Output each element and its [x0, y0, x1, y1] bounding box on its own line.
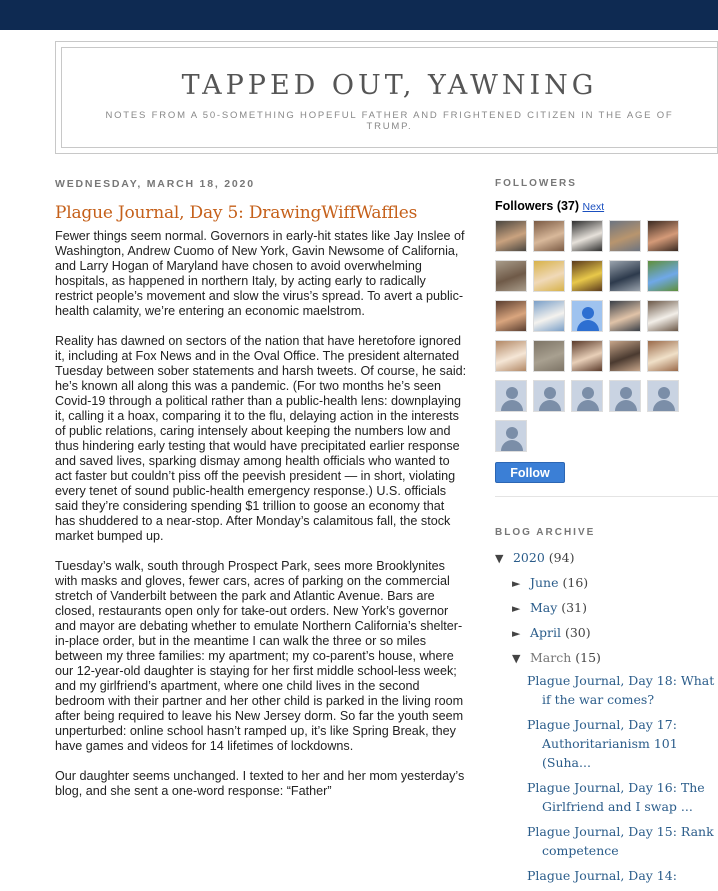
archive-month-link[interactable]: June	[529, 575, 559, 590]
follower-avatar[interactable]	[571, 220, 603, 252]
archive-post-link[interactable]: Plague Journal, Day 15: Rank competence	[527, 824, 714, 858]
blog-description: NOTES FROM A 50-SOMETHING HOPEFUL FATHER AND FRIGHTENED CITIZEN IN THE AGE OF TRUMP.	[105, 110, 674, 132]
default-avatar-head	[506, 427, 518, 439]
triangle-down-icon[interactable]: ▼	[512, 652, 521, 665]
default-avatar-head	[620, 387, 632, 399]
post-paragraph: Reality has dawned on sectors of the nation that have heretofore ignored it, including at Fox News and in the Oval Office. The president alternated Tuesday between sober statements and harsh tweets. Of course, he said: he’s known all along this was a pandemic. (For two months he’s seen Covid-19 through a political rather than a public-health lens: downplaying it, calling it a hoax, comparing it to the flu, delaying action in the interests of public relations, caring intensely about keeping the numbers low and thus hindering early testing that would have precipitated earlier response and saved lives, sparking dismay among health officials who wanted to act faster but couldn’t piss off the peevish president — in short, violating every tenet of sound public-health emergency response.) U.S. officials said they’re considering spending $1 trillion to goose an economy that has shuddered to a near-stop. After Monday’s calamitous fall, the stock market bumped up.	[55, 334, 467, 543]
default-avatar-head	[658, 387, 670, 399]
post-body	[55, 229, 467, 799]
follower-avatar[interactable]	[609, 260, 641, 292]
archive-post-link[interactable]: Plague Journal, Day 17: Authoritarianism 101 (Suha...	[527, 717, 678, 770]
follower-avatar[interactable]	[533, 340, 565, 372]
default-avatar-body	[615, 400, 637, 412]
triangle-down-icon[interactable]: ▼	[495, 552, 504, 565]
follower-avatar[interactable]	[571, 260, 603, 292]
follower-avatar[interactable]	[609, 380, 641, 412]
followers-next-link[interactable]: Next	[582, 201, 605, 213]
archive-post-link[interactable]: Plague Journal, Day 18: What if the war comes?	[527, 673, 715, 707]
follower-avatar[interactable]	[647, 380, 679, 412]
follower-avatar[interactable]	[609, 220, 641, 252]
follower-avatar[interactable]	[495, 340, 527, 372]
default-avatar-head	[506, 387, 518, 399]
post-paragraph: Tuesday’s walk, south through Prospect Park, sees more Brooklynites with masks and gloves, fewer cars, acres of parking on the commercial stretch of Vanderbilt between the park and Atlantic Avenue. Bars are closed, restaurants open only for take-out orders. New York’s governor and mayor are debating whether to emulate Northern California’s shelter-in-place order, but in the meantime I can walk the three or so miles between my three families: my apartment; my co-parent’s house, where our 12-year-old daughter is staying for her first middle school-less week; and my girlfriend’s apartment, where one child lives in the second bedroom with their partner and her other child is parked in the living room after being required to leave his New Jersey dorm. So far the youth seem unperturbed: online school hasn’t ramped up, it’s like Spring Break, they have games and videos for 14 lifetimes of lockdowns.	[55, 559, 464, 753]
follower-avatar[interactable]	[571, 380, 603, 412]
follower-avatar[interactable]	[533, 300, 565, 332]
archive-post-list	[527, 671, 718, 885]
archive-month-count: (15)	[575, 650, 601, 665]
followers-label: Followers (37)	[495, 199, 580, 213]
default-avatar-body	[539, 400, 561, 412]
follower-avatar[interactable]	[571, 340, 603, 372]
default-avatar-head	[582, 307, 594, 319]
main-column	[55, 178, 467, 814]
follower-avatars	[495, 220, 718, 452]
default-avatar-body	[501, 400, 523, 412]
follower-avatar[interactable]	[533, 260, 565, 292]
archive-post-link[interactable]: Plague Journal, Day 16: The Girlfriend and I swap ...	[527, 780, 705, 814]
followers-count	[495, 199, 718, 213]
follower-avatar[interactable]	[647, 260, 679, 292]
follower-avatar[interactable]	[609, 340, 641, 372]
blog-header	[55, 41, 718, 154]
blog-title[interactable]: TAPPED OUT, YAWNING	[181, 70, 598, 101]
follow-button[interactable]: Follow	[495, 462, 565, 483]
archive-month-count: (30)	[564, 625, 591, 640]
sidebar-divider	[495, 496, 718, 497]
default-avatar-body	[577, 320, 599, 332]
sidebar	[495, 178, 718, 891]
default-avatar-head	[582, 387, 594, 399]
archive-post-link[interactable]: Plague Journal, Day 14:	[527, 868, 677, 883]
follower-avatar[interactable]	[533, 380, 565, 412]
follower-avatar[interactable]	[495, 300, 527, 332]
archive-month-link[interactable]: May	[529, 600, 558, 615]
top-navbar	[0, 0, 718, 30]
blog-header-frame	[61, 47, 718, 148]
default-avatar-head	[544, 387, 556, 399]
archive-year-count: (94)	[548, 550, 575, 565]
archive-month-link[interactable]: March	[529, 650, 572, 665]
archive-month-count: (16)	[562, 575, 589, 590]
archive-year-link[interactable]: 2020	[512, 550, 545, 565]
follower-avatar[interactable]	[495, 260, 527, 292]
follower-avatar[interactable]	[571, 300, 603, 332]
follower-avatar[interactable]	[495, 420, 527, 452]
default-avatar-body	[501, 440, 523, 452]
archive-month-april[interactable]	[512, 625, 718, 640]
archive-month-count: (31)	[561, 600, 587, 615]
archive-month-june[interactable]	[512, 575, 718, 590]
archive-month-march[interactable]	[512, 650, 718, 665]
triangle-right-icon[interactable]: ►	[512, 627, 521, 640]
post-title[interactable]: Plague Journal, Day 5: DrawingWiffWaffles	[55, 203, 418, 223]
follower-avatar[interactable]	[495, 380, 527, 412]
follower-avatar[interactable]	[609, 300, 641, 332]
post-date: WEDNESDAY, MARCH 18, 2020	[55, 178, 255, 190]
triangle-right-icon[interactable]: ►	[512, 577, 521, 590]
post-paragraph: Fewer things seem normal. Governors in early-hit states like Jay Inslee of Washington, Andrew Cuomo of New York, Gavin Newsome of California, and Larry Hogan of Maryland have chosen to avoid overwhelming hospitals, as happened in northern Italy, by acting early to radically restrict people’s movement and slow the virus’s spread. To avert a public-health calamity, we’re entering an economic maelstrom.	[55, 229, 465, 318]
triangle-right-icon[interactable]: ►	[512, 602, 521, 615]
archive-year-2020[interactable]	[495, 550, 718, 565]
archive-month-link[interactable]: April	[529, 625, 561, 640]
archive-month-may[interactable]	[512, 600, 718, 615]
default-avatar-body	[577, 400, 599, 412]
archive-heading: BLOG ARCHIVE	[495, 527, 596, 538]
follower-avatar[interactable]	[495, 220, 527, 252]
follower-avatar[interactable]	[647, 300, 679, 332]
follower-avatar[interactable]	[533, 220, 565, 252]
follower-avatar[interactable]	[647, 340, 679, 372]
followers-heading: FOLLOWERS	[495, 178, 577, 189]
follower-avatar[interactable]	[647, 220, 679, 252]
post-paragraph: Our daughter seems unchanged. I texted to her and her mom yesterday’s blog, and she sent a one-word response: “Father”	[55, 769, 465, 798]
blog-archive	[495, 527, 718, 885]
default-avatar-body	[653, 400, 675, 412]
